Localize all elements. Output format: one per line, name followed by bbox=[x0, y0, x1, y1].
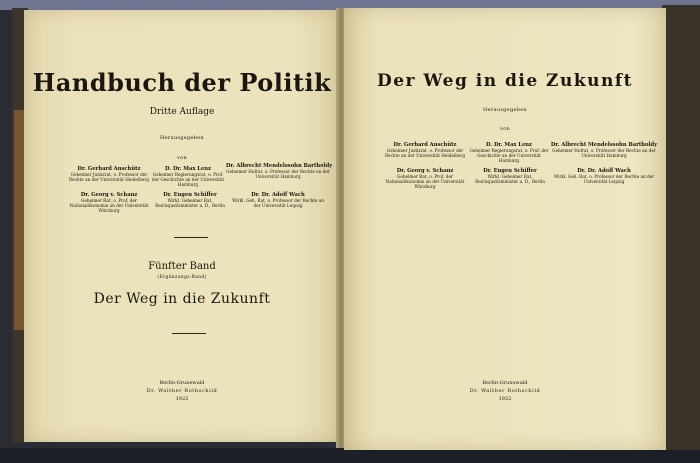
editor-name: Dr. Eugen Schiffer bbox=[163, 192, 217, 198]
edition-label: Dritte Auflage bbox=[149, 107, 215, 117]
volume-title: Der Weg in die Zukunft bbox=[93, 291, 271, 307]
publisher-place: Berlin-Grunewald bbox=[482, 380, 528, 386]
editor-description: Wirkl. Geh. Rat, o. Professor der Rechte an der Universität Leipzig bbox=[553, 174, 655, 185]
left-page bbox=[24, 10, 340, 442]
editor-name: Dr. Gerhard Anschütz bbox=[77, 166, 141, 172]
editor-entry bbox=[552, 168, 656, 184]
editor-description: Geheimer Regierungsrat, o. Prof. der Geschichte an der Universität Hamburg bbox=[469, 148, 549, 164]
editor-name: Dr. Georg v. Schanz bbox=[80, 192, 138, 198]
editor-entry bbox=[66, 166, 152, 182]
editor-entry bbox=[550, 142, 658, 158]
volume-subtitle: (Ergänzungs-Band) bbox=[157, 275, 207, 280]
editor-description: Geheimer Justizrat, o. Professor der Rechte an der Universität Heidelberg bbox=[384, 148, 466, 159]
editor-name: Dr. Albrecht Mendelssohn Bartholdy bbox=[226, 163, 333, 169]
edited-by-label: Herausgegeben bbox=[482, 107, 528, 113]
editor-entry bbox=[380, 168, 470, 190]
editor-description: Geheimer Regierungsrat, o. Prof. der Geschichte an der Universität Hamburg bbox=[151, 172, 225, 188]
editor-description: Geheimer Hofrat, o. Professor der Rechte an der Universität Hamburg bbox=[226, 169, 330, 180]
editor-description: Geheimer Justizrat, o. Professor der Rechte an der Universität Heidelberg bbox=[68, 172, 150, 183]
publication-year: 1922 bbox=[498, 396, 512, 402]
publisher-place: Berlin-Grunewald bbox=[159, 380, 205, 386]
editor-name: Dr. Georg v. Schanz bbox=[396, 168, 454, 174]
editor-entry bbox=[470, 168, 550, 184]
publication-year: 1922 bbox=[175, 396, 189, 402]
background-bottom bbox=[0, 448, 700, 463]
editor-description: Wirkl. Geh. Rat, o. Professor der Rechte an der Universität Leipzig bbox=[232, 198, 324, 209]
editor-name: Dr. Dr. Adolf Wach bbox=[577, 168, 631, 174]
editor-description: Wirkl. Geheimer Rat, Reichsjustizminister a. D., Berlin bbox=[155, 198, 225, 209]
editor-entry bbox=[468, 142, 550, 164]
von-label: von bbox=[500, 126, 510, 132]
publisher-name: Dr. Walther Rothschild bbox=[469, 388, 541, 394]
book-cover-right-edge bbox=[662, 5, 700, 450]
editor-name: D. Dr. Max Lenz bbox=[165, 166, 211, 172]
editor-description: Geheimer Rat, o. Prof. der Nationalökonomie an der Universität Würzburg bbox=[385, 174, 465, 190]
editor-name: Dr. Dr. Adolf Wach bbox=[251, 192, 305, 198]
editor-entry bbox=[66, 192, 152, 214]
volume-label: Fünfter Band bbox=[148, 261, 216, 272]
editor-entry bbox=[152, 192, 228, 208]
right-page-title: Der Weg in die Zukunft bbox=[376, 71, 633, 91]
editor-entry bbox=[228, 192, 328, 208]
publisher-name: Dr. Walther Rothschild bbox=[146, 388, 218, 394]
edited-by-label: Herausgegeben bbox=[159, 135, 205, 141]
right-page bbox=[344, 8, 666, 450]
editor-name: D. Dr. Max Lenz bbox=[486, 142, 532, 148]
editor-description: Wirkl. Geheimer Rat, Reichsjustizminister a. D., Berlin bbox=[475, 174, 545, 185]
editor-name: Dr. Albrecht Mendelssohn Bartholdy bbox=[550, 142, 658, 148]
editor-description: Geheimer Hofrat, o. Professor der Rechte an der Universität Hamburg bbox=[552, 148, 656, 159]
editor-entry bbox=[226, 163, 333, 180]
editor-description: Geheimer Rat, o. Prof. der Nationalökonomie an der Universität Würzburg bbox=[69, 198, 149, 214]
divider-rule bbox=[172, 333, 206, 334]
editor-entry bbox=[150, 166, 226, 188]
cover-strip bbox=[14, 110, 24, 330]
editor-name: Dr. Gerhard Anschütz bbox=[393, 142, 457, 148]
left-page-title: Handbuch der Politik bbox=[32, 68, 332, 97]
editor-entry bbox=[380, 142, 470, 158]
divider-rule bbox=[174, 237, 208, 238]
von-label: von bbox=[177, 155, 187, 161]
editor-name: Dr. Eugen Schiffer bbox=[483, 168, 537, 174]
